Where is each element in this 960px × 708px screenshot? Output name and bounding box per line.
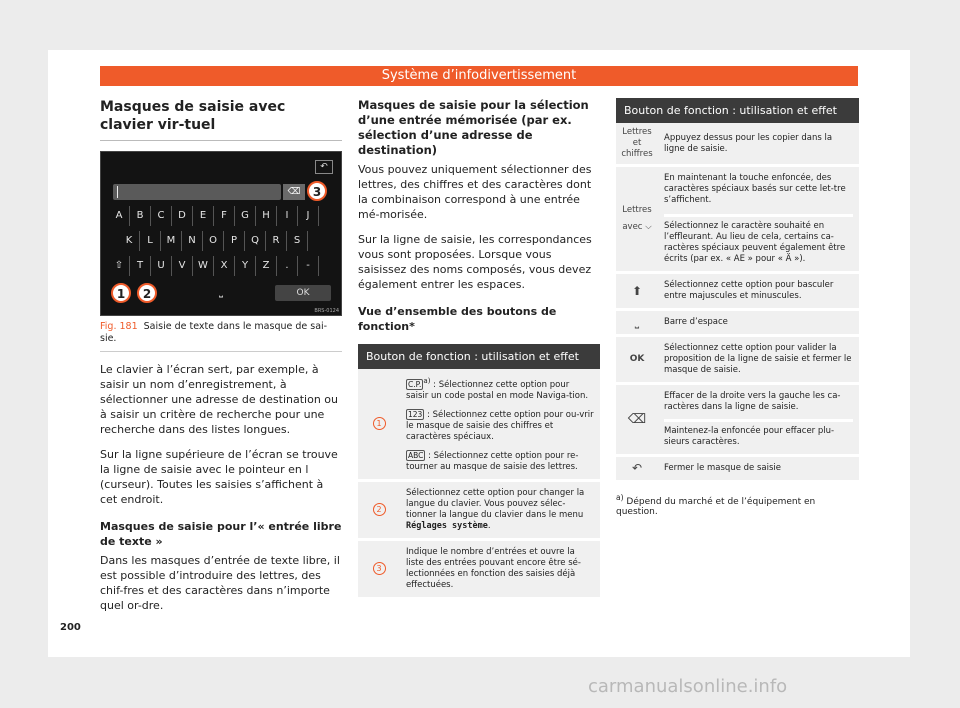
page-number: 200 — [60, 622, 81, 633]
row-text: Effacer de la droite vers la gauche les ca-ractères dans la ligne de saisie. — [664, 391, 841, 412]
key: A — [109, 206, 130, 226]
table-row — [616, 384, 859, 456]
backspace-icon: ⌫ — [616, 384, 658, 456]
key: T — [130, 256, 151, 276]
key: K — [119, 231, 140, 251]
key-row-3 — [109, 256, 319, 276]
footnote-mark: a) — [423, 376, 431, 385]
subheading: Masques de saisie pour l’« entrée libre de texte » — [100, 520, 342, 548]
key-badge: C.P. — [408, 379, 422, 389]
watermark: carmanualsonline.info — [588, 676, 788, 697]
table-row — [616, 336, 859, 384]
key-badge: ABC — [408, 450, 424, 460]
menu-name: Réglages système — [406, 520, 488, 531]
table-header: Bouton de fonction : utilisation et effet — [616, 98, 859, 123]
row-text: : Sélectionnez cette option pour saisir un code postal en mode Naviga-tion. — [406, 379, 589, 401]
key: Z — [256, 256, 277, 276]
key: Q — [245, 231, 266, 251]
paragraph: Sur la ligne supérieure de l’écran se trouve la ligne de saisie avec le pointeur en l (curseur). Toutes les saisies s’affichent à cet endroit. — [100, 448, 338, 506]
table-row — [358, 480, 600, 539]
callout-2: 2 — [137, 283, 157, 303]
row-key: Lettres avec ⌵ — [616, 166, 658, 273]
row-text: . — [487, 520, 491, 531]
figure-label: Fig. 181 — [100, 321, 138, 332]
function-table-continued — [616, 98, 859, 483]
row-text: Appuyez dessus pour les copier dans la ligne de saisie. — [658, 123, 859, 166]
shift-icon: ⇧ — [109, 256, 130, 276]
key-row-2 — [119, 231, 308, 251]
key-row-1 — [109, 206, 319, 226]
input-line — [113, 184, 281, 200]
footnote: $^{a)}$ Dépend du marché et de l’équipement en question. — [616, 493, 816, 517]
key: - — [298, 256, 319, 276]
paragraph: Sur la ligne de saisie, les correspondances vous sont proposées. Lorsque vous saisissez des noms composés, vous devez également entrer les espaces. — [358, 233, 592, 291]
callout-badge: 3 — [373, 562, 386, 575]
key: X — [214, 256, 235, 276]
key: U — [151, 256, 172, 276]
table-row — [616, 456, 859, 482]
row-text: Indique le nombre d’entrées et ouvre la liste des entrées pouvant encore être sé-lectionnées en fonction des saisies déjà effectuées. — [400, 539, 600, 598]
key: C — [151, 206, 172, 226]
key: M — [161, 231, 182, 251]
row-text: Sélectionnez cette option pour changer la langue du clavier. Vous pouvez sélec-tionner la langue du clavier dans le menu — [406, 487, 585, 520]
row-text: Sélectionnez cette option pour basculer entre majuscules et minuscules. — [658, 273, 859, 310]
key: O — [203, 231, 224, 251]
table-header: Bouton de fonction : utilisation et effet — [358, 344, 600, 369]
table-row — [358, 539, 600, 598]
subheading: Vue d’ensemble des boutons de fonction* — [358, 305, 557, 333]
key-badge: 123 — [408, 409, 423, 419]
column-middle — [358, 98, 600, 600]
key: V — [172, 256, 193, 276]
key: N — [182, 231, 203, 251]
caption-text: Saisie de texte dans le masque de sai-sie. — [100, 321, 328, 344]
key: G — [235, 206, 256, 226]
row-text: Barre d’espace — [658, 310, 859, 336]
row-text: En maintenant la touche enfoncée, des caractères spéciaux basés sur cette let-tre s’affichent. — [664, 173, 846, 205]
row-key: Lettres et chiffres — [616, 123, 658, 166]
callout-3: 3 — [307, 181, 327, 201]
row-text: Maintenez-la enfoncée pour effacer plu-sieurs caractères. — [664, 419, 853, 448]
column-left — [100, 98, 342, 613]
cursor — [117, 186, 118, 198]
key: D — [172, 206, 193, 226]
key: I — [277, 206, 298, 226]
key: S — [287, 231, 308, 251]
manual-page — [48, 50, 910, 657]
title-divider — [100, 140, 342, 141]
figure-caption — [100, 321, 342, 345]
chevron-down-icon: ⌵ — [645, 222, 652, 232]
table-row — [616, 273, 859, 310]
callout-1: 1 — [111, 283, 131, 303]
column-right — [616, 98, 859, 517]
figure-tag: BRS-0124 — [314, 308, 339, 314]
section-header: Système d’infodivertissement — [100, 66, 858, 86]
key: . — [277, 256, 298, 276]
key: Y — [235, 256, 256, 276]
section-title: Masques de saisie avec clavier vir-tuel — [100, 99, 286, 133]
backspace-icon: ⌫ — [283, 184, 305, 200]
table-row — [616, 310, 859, 336]
row-text: Sélectionnez le caractère souhaité en l’effleurant. Au lieu de cela, certains ca-ractères spéciaux peuvent également être écrits (par ex. « AE » pour « Ä »). — [664, 214, 853, 265]
space-icon: ⎵ — [219, 287, 223, 298]
function-table — [358, 344, 600, 600]
key: L — [140, 231, 161, 251]
back-icon: ↶ — [616, 456, 658, 482]
key: F — [214, 206, 235, 226]
table-row — [616, 166, 859, 273]
key: B — [130, 206, 151, 226]
back-icon: ↶ — [315, 160, 333, 174]
table-row — [358, 369, 600, 480]
keyboard-screenshot — [100, 151, 342, 316]
table-row — [616, 123, 859, 166]
row-text: Fermer le masque de saisie — [658, 456, 859, 482]
key: J — [298, 206, 319, 226]
caption-divider — [100, 351, 342, 352]
key: E — [193, 206, 214, 226]
ok-key: OK — [275, 285, 331, 301]
callout-badge: 1 — [373, 417, 386, 430]
shift-icon: ⬆ — [616, 273, 658, 310]
row-text: : Sélectionnez cette option pour re-tourner au masque de saisie des lettres. — [406, 450, 579, 472]
row-key: OK — [616, 336, 658, 384]
paragraph: Vous pouvez uniquement sélectionner des lettres, des chiffres et des caractères dont la combinaison correspond à une entrée mé-morisée. — [358, 163, 592, 221]
row-text: : Sélectionnez cette option pour ou-vrir le masque de saisie des chiffres et caractères spéciaux. — [406, 409, 594, 442]
key: P — [224, 231, 245, 251]
space-icon: ⎵ — [616, 310, 658, 336]
key: W — [193, 256, 214, 276]
key: R — [266, 231, 287, 251]
key: H — [256, 206, 277, 226]
paragraph: Dans les masques d’entrée de texte libre, il est possible d’introduire des lettres, des chif-fres et des caractères dans n’importe quel or-dre. — [100, 554, 340, 612]
subheading: Masques de saisie pour la sélection d’une entrée mémorisée (par ex. sélection d’une adresse de destination) — [358, 98, 589, 157]
callout-badge: 2 — [373, 503, 386, 516]
paragraph: Le clavier à l’écran sert, par exemple, à saisir un nom d’enregistrement, à sélectionner une adresse de destination ou à saisir un critère de recherche pour une recherche dans des listes longues. — [100, 363, 338, 436]
row-text: Sélectionnez cette option pour valider la proposition de la ligne de saisie et fermer le masque de saisie. — [658, 336, 859, 384]
